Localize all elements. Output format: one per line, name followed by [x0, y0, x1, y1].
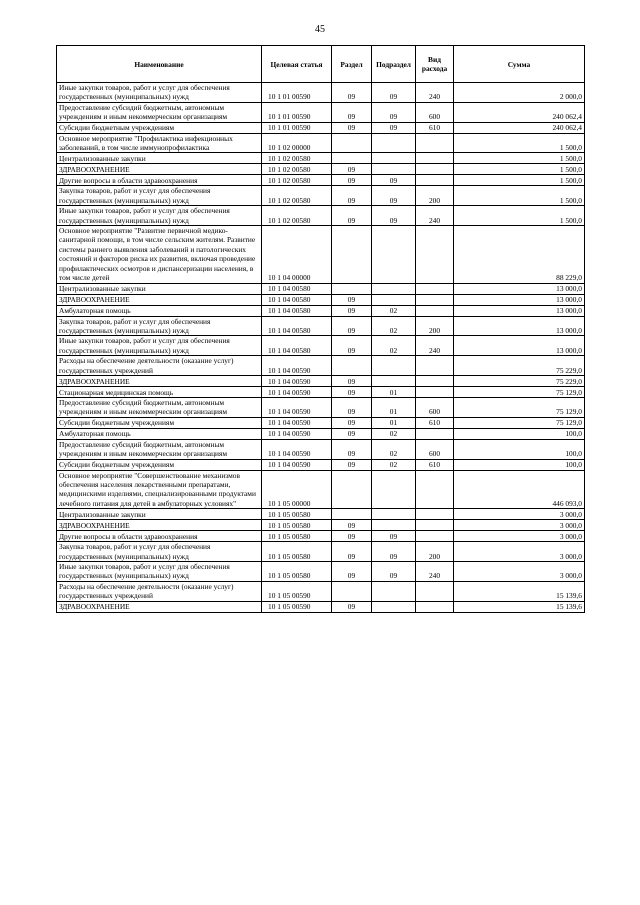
row-target-article-cell: 10 1 04 00590 — [262, 439, 332, 459]
row-sum-cell: 3 000,0 — [454, 562, 585, 582]
row-name-cell: Амбулаторная помощь — [57, 428, 262, 439]
row-target-article-cell: 10 1 04 00590 — [262, 356, 332, 376]
row-sum-cell: 3 000,0 — [454, 542, 585, 562]
row-section-cell: 09 — [332, 206, 372, 226]
row-section-cell: 09 — [332, 336, 372, 356]
row-target-article-cell: 10 1 01 00590 — [262, 83, 332, 103]
table-row — [57, 186, 585, 206]
table-row — [57, 102, 585, 122]
row-subsection-cell: 09 — [372, 562, 416, 582]
row-expense-type-cell — [416, 509, 454, 520]
row-subsection-cell: 02 — [372, 459, 416, 470]
header-target-article: Целевая статья — [262, 46, 332, 83]
table-row — [57, 542, 585, 562]
row-name-cell: ЗДРАВООХРАНЕНИЕ — [57, 601, 262, 612]
row-expense-type-cell: 240 — [416, 83, 454, 103]
row-expense-type-cell — [416, 520, 454, 531]
row-name-cell: ЗДРАВООХРАНЕНИЕ — [57, 294, 262, 305]
row-target-article-cell: 10 1 04 00590 — [262, 397, 332, 417]
row-sum-cell: 2 000,0 — [454, 83, 585, 103]
row-name-cell: Предоставление субсидий бюджетным, автономным учреждениям и иным некоммерческим организациям — [57, 102, 262, 122]
row-sum-cell: 1 500,0 — [454, 133, 585, 153]
row-subsection-cell: 09 — [372, 186, 416, 206]
row-name-cell: Стационарная медицинская помощь — [57, 386, 262, 397]
row-target-article-cell: 10 1 05 00580 — [262, 509, 332, 520]
row-expense-type-cell — [416, 153, 454, 164]
table-row — [57, 294, 585, 305]
row-sum-cell: 1 500,0 — [454, 206, 585, 226]
table-row — [57, 601, 585, 612]
row-sum-cell: 13 000,0 — [454, 316, 585, 336]
table-row — [57, 375, 585, 386]
row-name-cell: Закупка товаров, работ и услуг для обеспечения государственных (муниципальных) нужд — [57, 542, 262, 562]
row-target-article-cell: 10 1 04 00580 — [262, 305, 332, 316]
row-target-article-cell: 10 1 04 00580 — [262, 294, 332, 305]
row-expense-type-cell: 610 — [416, 459, 454, 470]
row-section-cell: 09 — [332, 459, 372, 470]
table-body — [57, 83, 585, 613]
row-section-cell: 09 — [332, 520, 372, 531]
row-expense-type-cell: 600 — [416, 397, 454, 417]
table-row — [57, 520, 585, 531]
row-target-article-cell: 10 1 04 00590 — [262, 386, 332, 397]
row-section-cell: 09 — [332, 531, 372, 542]
row-target-article-cell: 10 1 02 00580 — [262, 175, 332, 186]
table-row — [57, 459, 585, 470]
row-target-article-cell: 10 1 04 00000 — [262, 226, 332, 283]
table-row — [57, 397, 585, 417]
row-section-cell: 09 — [332, 601, 372, 612]
table-row — [57, 417, 585, 428]
row-target-article-cell: 10 1 05 00590 — [262, 601, 332, 612]
row-expense-type-cell: 240 — [416, 336, 454, 356]
table-row — [57, 531, 585, 542]
table-row — [57, 562, 585, 582]
row-name-cell: Основное мероприятие "Развитие первичной медико-санитарной помощи, в том числе сельским жителям. Развитие системы раннего выявления заболеваний и патологических состояний и факторов риска их развития, включая проведение профилактических осмотров и диспансеризации населения, в том числе детей — [57, 226, 262, 283]
row-subsection-cell: 01 — [372, 386, 416, 397]
row-sum-cell: 75 129,0 — [454, 417, 585, 428]
row-section-cell — [332, 470, 372, 509]
row-section-cell: 09 — [332, 562, 372, 582]
row-target-article-cell: 10 1 02 00000 — [262, 133, 332, 153]
row-subsection-cell — [372, 153, 416, 164]
table-row — [57, 509, 585, 520]
row-sum-cell: 100,0 — [454, 459, 585, 470]
row-subsection-cell: 09 — [372, 206, 416, 226]
row-expense-type-cell — [416, 226, 454, 283]
row-section-cell: 09 — [332, 386, 372, 397]
header-sum: Сумма — [454, 46, 585, 83]
row-sum-cell: 1 500,0 — [454, 175, 585, 186]
row-name-cell: Другие вопросы в области здравоохранения — [57, 531, 262, 542]
row-subsection-cell: 02 — [372, 439, 416, 459]
row-name-cell: ЗДРАВООХРАНЕНИЕ — [57, 375, 262, 386]
row-section-cell: 09 — [332, 397, 372, 417]
row-subsection-cell: 01 — [372, 417, 416, 428]
table-row — [57, 175, 585, 186]
table-row — [57, 336, 585, 356]
row-section-cell — [332, 509, 372, 520]
row-target-article-cell: 10 1 04 00590 — [262, 375, 332, 386]
row-expense-type-cell: 200 — [416, 186, 454, 206]
row-subsection-cell — [372, 164, 416, 175]
row-sum-cell: 3 000,0 — [454, 509, 585, 520]
row-name-cell: Субсидии бюджетным учреждениям — [57, 122, 262, 133]
table-row — [57, 316, 585, 336]
row-sum-cell: 240 062,4 — [454, 122, 585, 133]
row-name-cell: Предоставление субсидий бюджетным, автономным учреждениям и иным некоммерческим организациям — [57, 439, 262, 459]
row-section-cell — [332, 226, 372, 283]
row-sum-cell: 3 000,0 — [454, 531, 585, 542]
table-row — [57, 83, 585, 103]
row-name-cell: Другие вопросы в области здравоохранения — [57, 175, 262, 186]
row-expense-type-cell — [416, 133, 454, 153]
table-row — [57, 386, 585, 397]
row-name-cell: Субсидии бюджетным учреждениям — [57, 417, 262, 428]
row-sum-cell: 75 129,0 — [454, 397, 585, 417]
row-name-cell: Централизованные закупки — [57, 153, 262, 164]
row-name-cell: Закупка товаров, работ и услуг для обеспечения государственных (муниципальных) нужд — [57, 316, 262, 336]
header-section: Раздел — [332, 46, 372, 83]
row-target-article-cell: 10 1 05 00580 — [262, 562, 332, 582]
row-subsection-cell: 02 — [372, 305, 416, 316]
row-section-cell: 09 — [332, 439, 372, 459]
budget-table — [56, 45, 585, 613]
row-sum-cell: 1 500,0 — [454, 186, 585, 206]
row-subsection-cell: 09 — [372, 175, 416, 186]
row-subsection-cell: 09 — [372, 531, 416, 542]
row-target-article-cell: 10 1 02 00580 — [262, 186, 332, 206]
table-header-row — [57, 46, 585, 83]
row-expense-type-cell: 600 — [416, 102, 454, 122]
row-sum-cell: 13 000,0 — [454, 283, 585, 294]
row-name-cell: Расходы на обеспечение деятельности (оказание услуг) государственных учреждений — [57, 356, 262, 376]
row-subsection-cell: 09 — [372, 542, 416, 562]
row-subsection-cell: 09 — [372, 102, 416, 122]
row-subsection-cell: 09 — [372, 83, 416, 103]
table-row — [57, 133, 585, 153]
row-subsection-cell — [372, 356, 416, 376]
row-target-article-cell: 10 1 02 00580 — [262, 164, 332, 175]
row-section-cell: 09 — [332, 305, 372, 316]
row-target-article-cell: 10 1 04 00590 — [262, 459, 332, 470]
row-expense-type-cell: 610 — [416, 417, 454, 428]
row-subsection-cell — [372, 520, 416, 531]
row-sum-cell: 446 093,0 — [454, 470, 585, 509]
row-expense-type-cell: 600 — [416, 439, 454, 459]
row-subsection-cell — [372, 509, 416, 520]
row-target-article-cell: 10 1 04 00580 — [262, 283, 332, 294]
row-sum-cell: 15 139,6 — [454, 581, 585, 601]
table-row — [57, 581, 585, 601]
row-name-cell: Закупка товаров, работ и услуг для обеспечения государственных (муниципальных) нужд — [57, 186, 262, 206]
row-expense-type-cell: 240 — [416, 206, 454, 226]
page-number: 45 — [315, 24, 325, 35]
row-name-cell: Централизованные закупки — [57, 509, 262, 520]
row-section-cell: 09 — [332, 417, 372, 428]
row-sum-cell: 13 000,0 — [454, 336, 585, 356]
row-section-cell — [332, 283, 372, 294]
row-name-cell: Основное мероприятие "Совершенствование механизмов обеспечения населения лекарственными препаратами, медицинскими изделиями, специализированными продуктами лечебного питания для детей в амбулаторных условиях" — [57, 470, 262, 509]
row-subsection-cell: 02 — [372, 316, 416, 336]
row-target-article-cell: 10 1 04 00580 — [262, 336, 332, 356]
row-sum-cell: 13 000,0 — [454, 294, 585, 305]
row-section-cell: 09 — [332, 83, 372, 103]
row-section-cell: 09 — [332, 164, 372, 175]
row-name-cell: Иные закупки товаров, работ и услуг для обеспечения государственных (муниципальных) нужд — [57, 83, 262, 103]
row-subsection-cell — [372, 581, 416, 601]
row-expense-type-cell — [416, 375, 454, 386]
row-expense-type-cell — [416, 305, 454, 316]
row-expense-type-cell — [416, 175, 454, 186]
row-target-article-cell: 10 1 01 00590 — [262, 122, 332, 133]
row-expense-type-cell — [416, 164, 454, 175]
row-expense-type-cell — [416, 283, 454, 294]
table-row — [57, 122, 585, 133]
row-section-cell: 09 — [332, 122, 372, 133]
row-expense-type-cell — [416, 356, 454, 376]
row-target-article-cell: 10 1 04 00580 — [262, 316, 332, 336]
row-expense-type-cell: 240 — [416, 562, 454, 582]
row-subsection-cell: 02 — [372, 336, 416, 356]
row-section-cell — [332, 153, 372, 164]
row-sum-cell: 75 129,0 — [454, 386, 585, 397]
row-subsection-cell — [372, 601, 416, 612]
row-expense-type-cell — [416, 294, 454, 305]
row-sum-cell: 15 139,6 — [454, 601, 585, 612]
row-subsection-cell — [372, 133, 416, 153]
row-target-article-cell: 10 1 05 00580 — [262, 531, 332, 542]
row-sum-cell: 100,0 — [454, 439, 585, 459]
row-expense-type-cell: 200 — [416, 316, 454, 336]
row-name-cell: Централизованные закупки — [57, 283, 262, 294]
row-name-cell: Амбулаторная помощь — [57, 305, 262, 316]
row-target-article-cell: 10 1 05 00580 — [262, 520, 332, 531]
row-name-cell: Иные закупки товаров, работ и услуг для обеспечения государственных (муниципальных) нужд — [57, 562, 262, 582]
row-section-cell: 09 — [332, 175, 372, 186]
table-row — [57, 428, 585, 439]
row-sum-cell: 100,0 — [454, 428, 585, 439]
row-subsection-cell: 02 — [372, 428, 416, 439]
row-name-cell: Иные закупки товаров, работ и услуг для обеспечения государственных (муниципальных) нужд — [57, 336, 262, 356]
row-section-cell: 09 — [332, 375, 372, 386]
row-sum-cell: 1 500,0 — [454, 164, 585, 175]
row-section-cell: 09 — [332, 316, 372, 336]
row-name-cell: ЗДРАВООХРАНЕНИЕ — [57, 164, 262, 175]
row-target-article-cell: 10 1 05 00580 — [262, 542, 332, 562]
row-section-cell — [332, 356, 372, 376]
table-row — [57, 206, 585, 226]
row-name-cell: Субсидии бюджетным учреждениям — [57, 459, 262, 470]
row-target-article-cell: 10 1 01 00590 — [262, 102, 332, 122]
header-expense-type: Вид расхода — [416, 46, 454, 83]
row-section-cell: 09 — [332, 102, 372, 122]
row-target-article-cell: 10 1 04 00590 — [262, 428, 332, 439]
row-name-cell: Предоставление субсидий бюджетным, автономным учреждениям и иным некоммерческим организациям — [57, 397, 262, 417]
row-subsection-cell — [372, 283, 416, 294]
row-name-cell: ЗДРАВООХРАНЕНИЕ — [57, 520, 262, 531]
row-name-cell: Основное мероприятие "Профилактика инфекционных заболеваний, в том числе иммунопрофилактика — [57, 133, 262, 153]
table-row — [57, 283, 585, 294]
row-section-cell: 09 — [332, 542, 372, 562]
table-row — [57, 439, 585, 459]
row-expense-type-cell: 610 — [416, 122, 454, 133]
row-sum-cell: 75 229,0 — [454, 375, 585, 386]
table-row — [57, 164, 585, 175]
row-expense-type-cell: 200 — [416, 542, 454, 562]
row-section-cell: 09 — [332, 186, 372, 206]
row-subsection-cell — [372, 226, 416, 283]
row-target-article-cell: 10 1 05 00590 — [262, 581, 332, 601]
row-subsection-cell: 01 — [372, 397, 416, 417]
row-sum-cell: 1 500,0 — [454, 153, 585, 164]
row-name-cell: Расходы на обеспечение деятельности (оказание услуг) государственных учреждений — [57, 581, 262, 601]
row-target-article-cell: 10 1 05 00000 — [262, 470, 332, 509]
row-section-cell: 09 — [332, 294, 372, 305]
row-subsection-cell — [372, 294, 416, 305]
row-expense-type-cell — [416, 386, 454, 397]
table-row — [57, 470, 585, 509]
row-subsection-cell — [372, 470, 416, 509]
row-expense-type-cell — [416, 470, 454, 509]
row-section-cell: 09 — [332, 428, 372, 439]
row-section-cell — [332, 581, 372, 601]
table-row — [57, 153, 585, 164]
row-subsection-cell: 09 — [372, 122, 416, 133]
row-sum-cell: 240 062,4 — [454, 102, 585, 122]
row-sum-cell: 75 229,0 — [454, 356, 585, 376]
row-sum-cell: 3 000,0 — [454, 520, 585, 531]
row-sum-cell: 88 229,0 — [454, 226, 585, 283]
row-expense-type-cell — [416, 531, 454, 542]
row-target-article-cell: 10 1 04 00590 — [262, 417, 332, 428]
table-row — [57, 305, 585, 316]
row-expense-type-cell — [416, 581, 454, 601]
header-name: Наименование — [57, 46, 262, 83]
table-row — [57, 226, 585, 283]
row-target-article-cell: 10 1 02 00580 — [262, 153, 332, 164]
row-section-cell — [332, 133, 372, 153]
row-expense-type-cell — [416, 601, 454, 612]
row-target-article-cell: 10 1 02 00580 — [262, 206, 332, 226]
header-subsection: Подраздел — [372, 46, 416, 83]
row-expense-type-cell — [416, 428, 454, 439]
row-subsection-cell — [372, 375, 416, 386]
row-name-cell: Иные закупки товаров, работ и услуг для обеспечения государственных (муниципальных) нужд — [57, 206, 262, 226]
row-sum-cell: 13 000,0 — [454, 305, 585, 316]
table-row — [57, 356, 585, 376]
